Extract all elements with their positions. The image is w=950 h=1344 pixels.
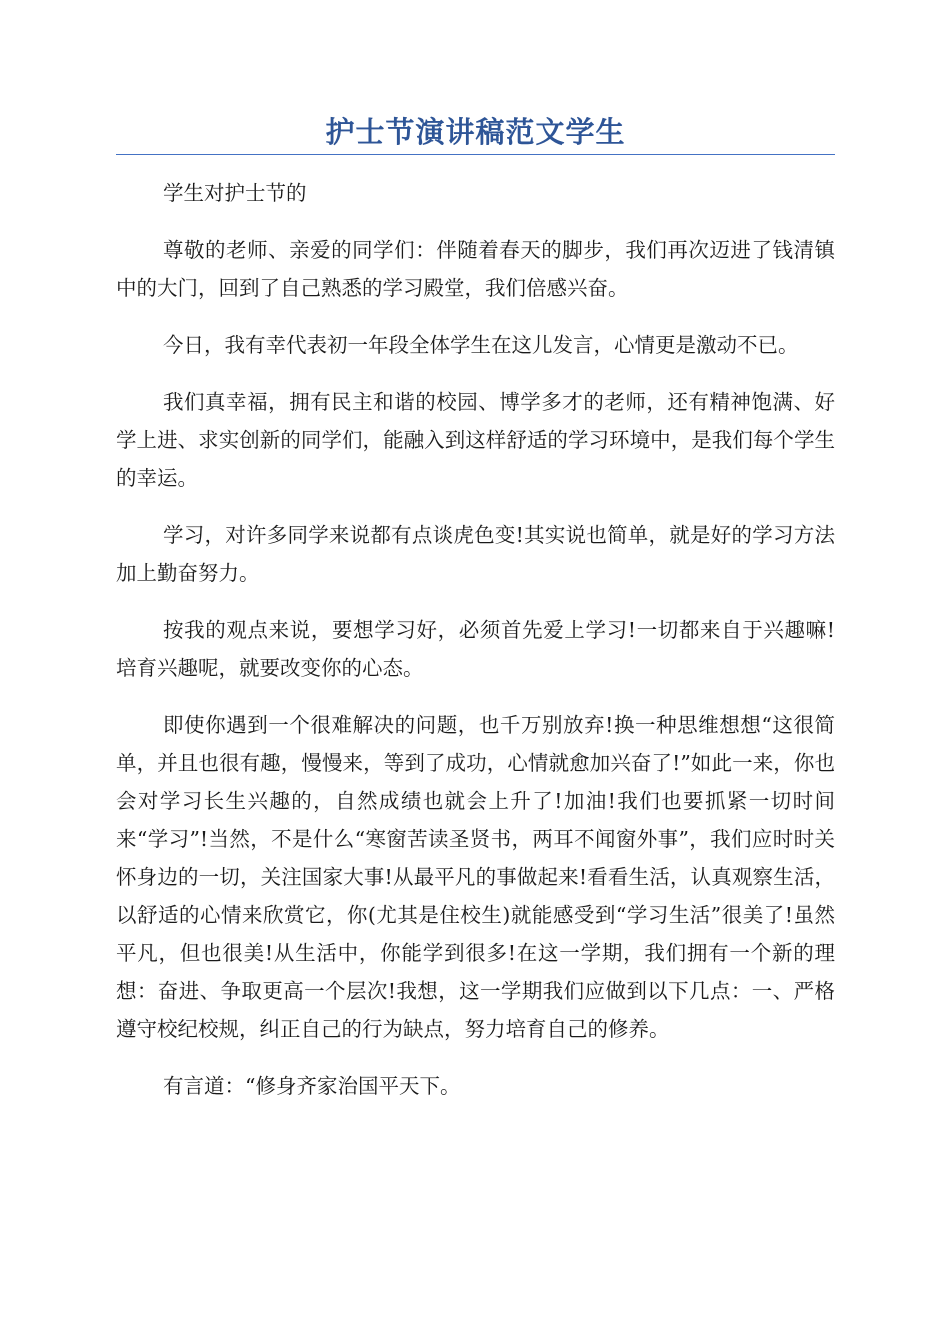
paragraph: 有言道：“修身齐家治国平天下。 <box>163 1074 461 1098</box>
paragraph: 学习，对许多同学来说都有点谈虎色变!其实说也简单，就是好的学习方法加上勤奋努力。 <box>116 523 835 585</box>
paragraph: 今日，我有幸代表初一年段全体学生在这儿发言，心情更是激动不已。 <box>163 333 799 357</box>
document-body <box>116 174 835 1124</box>
paragraph: 我们真幸福，拥有民主和谐的校园、博学多才的老师，还有精神饱满、好学上进、求实创新的同学们，能融入到这样舒适的学习环境中，是我们每个学生的幸运。 <box>116 390 835 490</box>
paragraph: 按我的观点来说，要想学习好，必须首先爱上学习!一切都来自于兴趣嘛!培育兴趣呢，就要改变你的心态。 <box>116 618 835 680</box>
paragraph: 即使你遇到一个很难解决的问题，也千万别放弃!换一种思维想想“这很简单，并且也很有趣，慢慢来，等到了成功，心情就愈加兴奋了!”如此一来，你也会对学习长生兴趣的，自然成绩也就会上升了!加油!我们也要抓紧一切时间来“学习”!当然，不是什么“寒窗苦读圣贤书，两耳不闻窗外事”，我们应时时关怀身边的一切，关注国家大事!从最平凡的事做起来!看看生活，认真观察生活，以舒适的心情来欣赏它，你(尤其是住校生)就能感受到“学习生活”很美了!虽然平凡，但也很美!从生活中，你能学到很多!在这一学期，我们拥有一个新的理想：奋进、争取更高一个层次!我想，这一学期我们应做到以下几点：一、严格遵守校纪校规，纠正自己的行为缺点，努力培育自己的修养。 <box>116 713 835 1041</box>
title-underline <box>116 154 835 155</box>
document-title: 护士节演讲稿范文学生 <box>325 115 626 149</box>
paragraph: 尊敬的老师、亲爱的同学们：伴随着春天的脚步，我们再次迈进了钱清镇中的大门，回到了自己熟悉的学习殿堂，我们倍感兴奋。 <box>116 238 835 300</box>
paragraph: 学生对护士节的 <box>163 181 307 205</box>
